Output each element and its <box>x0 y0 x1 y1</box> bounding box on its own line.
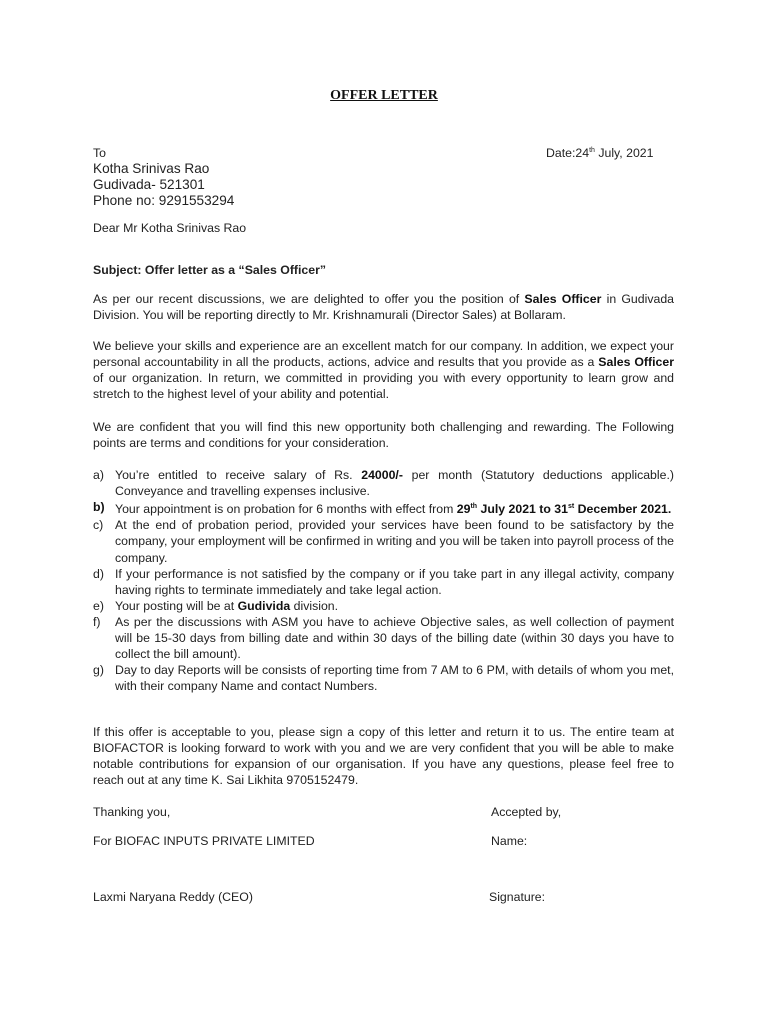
list-item: e) Your posting will be at Gudivida division. <box>93 598 339 613</box>
subject-line: Subject: Offer letter as a “Sales Officer” <box>93 263 327 277</box>
terms-list <box>93 467 674 694</box>
recipient-address: Gudivada- 521301 <box>93 177 205 192</box>
closing-thanks: Thanking you, <box>93 805 171 819</box>
recipient-phone: Phone no: 9291553294 <box>93 193 235 208</box>
paragraph-expectations: We believe your skills and experience are an excellent match for our company. In addition, we expect your personal accountability in all the products, actions, advice and results that you provide as a Sales Officer of our organization. In return, we committed in providing you with every opportunity to learn grow and stretch to the highest level of your ability and potential. <box>93 339 674 402</box>
paragraph-terms-intro: We are confident that you will find this new opportunity both challenging and rewarding. The Following points are terms and conditions for your consideration. <box>93 420 674 451</box>
salutation: Dear Mr Kotha Srinivas Rao <box>93 221 247 235</box>
list-item: f) As per the discussions with ASM you have to achieve Objective sales, as well collection of payment will be 15-30 days from billing date and within 30 days of the billing date (within 30 days you have to collect the bill amount). <box>93 614 674 662</box>
signature-label: Signature: <box>489 890 546 904</box>
company-name: For BIOFAC INPUTS PRIVATE LIMITED <box>93 834 315 848</box>
name-label: Name: <box>491 834 528 848</box>
letter-title: OFFER LETTER <box>330 88 438 103</box>
list-item: a) You’re entitled to receive salary of Rs. 24000/- per month (Statutory deductions applicable.) Conveyance and travelling expenses inclusive. <box>93 468 674 499</box>
list-item: d) If your performance is not satisfied by the company or if you take part in any illegal activity, company having rights to terminate immediately and take legal action. <box>93 566 674 597</box>
to-label: To <box>93 146 106 160</box>
recipient-name: Kotha Srinivas Rao <box>93 161 210 176</box>
accepted-by-label: Accepted by, <box>491 805 562 819</box>
signatory-name: Laxmi Naryana Reddy (CEO) <box>93 890 253 904</box>
list-item: c) At the end of probation period, provided your services have been found to be satisfactory by the company, your employment will be confirmed in writing and you will be taken into payroll process of the company. <box>93 518 674 565</box>
paragraph-position: As per our recent discussions, we are delighted to offer you the position of Sales Officer in Gudivada Division. You will be reporting directly to Mr. Krishnamurali (Director Sales) at Bollaram. <box>93 292 674 323</box>
recipient-address-block <box>93 161 234 209</box>
list-item: g) Day to day Reports will be consists of reporting time from 7 AM to 6 PM, with details of whom you met, with their company Name and contact Numbers. <box>93 663 674 694</box>
paragraph-acceptance: If this offer is acceptable to you, please sign a copy of this letter and return it to us. The entire team at BIOFACTOR is looking forward to work with you and we are very confident that you will be able to make notable contributions for expansion of our organisation. If you have any questions, please feel free to reach out at any time K. Sai Likhita 9705152479. <box>93 725 674 788</box>
list-item: b) Your appointment is on probation for 6 months with effect from 29th July 2021 to 31st December 2021. <box>93 500 672 517</box>
letter-date: Date:24th July, 2021 <box>546 146 654 160</box>
